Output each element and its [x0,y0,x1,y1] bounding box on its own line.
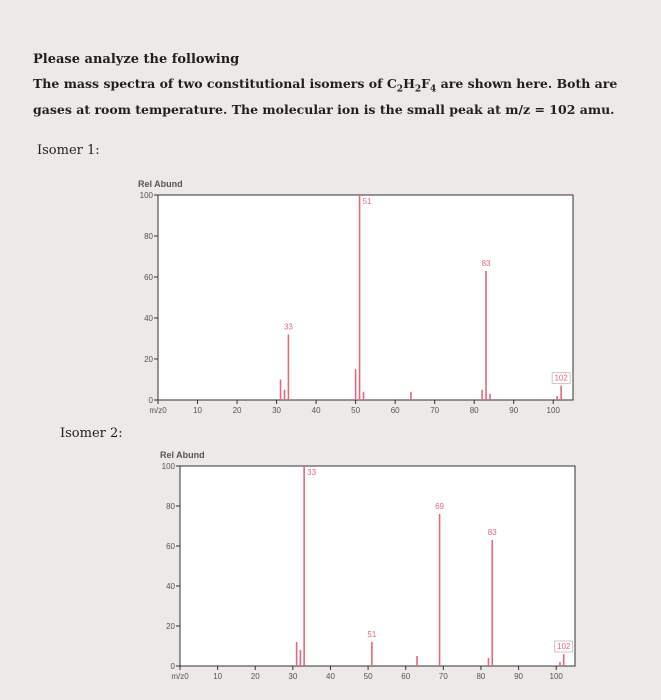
peak-label: 51 [367,630,377,639]
y-tick-label: 80 [166,502,175,511]
problem-statement: The mass spectra of two constitutional isomers of $C_2H_2F_4$ are shown here. Both are gases at room temperature. The molecular ion is the small peak at m/z = 102 amu. [33,76,618,117]
y-tick-label: 80 [144,232,153,241]
x-tick-label: 90 [509,406,519,415]
x-tick-label: 20 [232,406,242,415]
peak-label: 33 [283,322,293,332]
isomer-2-mass-spectrum [145,450,585,680]
x-tick-label: 10 [193,406,202,415]
isomer-1-mass-spectrum [120,175,580,425]
plot-frame [180,466,575,666]
y-tick-label: 20 [166,622,175,631]
y-tick-label: 60 [166,542,175,551]
peak-label: 102 [557,642,571,651]
y-tick-label: 0 [148,396,153,405]
y-tick-label: 60 [144,273,153,282]
x-tick-label: 60 [390,406,400,415]
peak-label: 33 [307,468,317,477]
x-tick-label: 40 [311,406,321,415]
y-tick-label: 40 [166,582,175,591]
x-tick-label: 100 [546,406,560,415]
x-tick-label: 10 [213,672,223,681]
x-tick-label: 20 [250,672,260,681]
x-tick-label: 40 [326,672,335,681]
y-tick-label: 20 [144,355,153,364]
x-tick-label: 70 [438,672,448,681]
x-tick-label: 30 [272,406,282,415]
peak-label: 83 [487,528,497,537]
y-tick-label: 0 [170,662,175,671]
x-tick-label: 100 [549,672,563,681]
x-tick-label: 50 [351,406,361,415]
peak-label: 69 [435,502,445,511]
y-axis-label: Rel Abund [138,179,183,189]
isomer-2-label: Isomer 2: [60,426,123,441]
page-heading: Please analyze the following [33,52,240,67]
x-tick-label: 80 [469,406,479,415]
x-tick-label: m/z0 [171,672,189,681]
x-tick-label: 60 [401,672,411,681]
peak-label: 102 [554,373,568,383]
x-tick-label: 80 [476,672,486,681]
x-tick-label: 70 [430,406,440,415]
x-tick-label: 50 [363,672,373,681]
x-tick-label: m/z0 [149,406,167,415]
x-tick-label: 30 [288,672,298,681]
y-axis-label: Rel Abund [160,450,205,460]
peak-label: 51 [362,197,372,206]
peak-label: 83 [481,258,491,268]
y-tick-label: 40 [144,314,153,323]
y-tick-label: 100 [161,462,175,471]
y-tick-label: 100 [139,191,153,200]
plot-frame [158,195,573,400]
isomer-1-label: Isomer 1: [37,143,100,158]
x-tick-label: 90 [514,672,524,681]
